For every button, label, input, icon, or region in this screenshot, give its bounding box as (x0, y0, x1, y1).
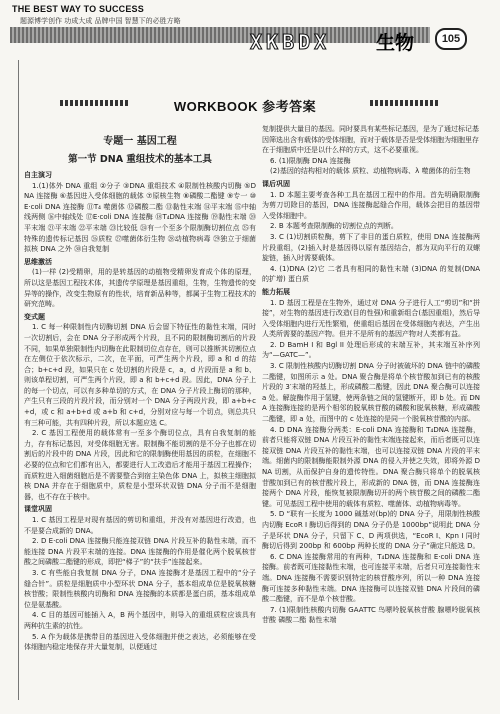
answer-paragraph: 3. C 限制性核酸内切酶切割 DNA 分子时被破坏的 DNA 链中的磷酸二酯键，如图所示 a 处。DNA 聚合酶是将单个核苷酸加到已有的核酸片段的 3′末端的羟基上，形成磷酸二酯键，因此 DNA 聚合酶可以连接 a 处。解旋酶作用于氢键，使两条链之间的氢键断开，即 b 处。而 DNA 连接酶连接的是两个相邻的脱氧核苷酸的磷酸和脱氧核糖，形成磷酸二酯键，即 a 处，而图中的 c 处连接的是同一个脱氧核苷酸的内部。 (262, 362, 480, 424)
header-sub: 题源博学创作 功成大成 品牌中国 智慧下的必胜方略 (20, 17, 181, 25)
title-ornament-right (370, 100, 440, 106)
answer-paragraph: 3. C 有些能自我复制 DNA 分子，DNA 连接酶才是基因工程中的“分子缝合针”。质粒是细胞质中小型环状 DNA 分子，基本组成单位是脱氧核糖核苷酸；限制性核酸内切酶和 DNA 连接酶的本质都是蛋白质，基本组成单位是氨基酸。 (24, 568, 256, 609)
title-ornament-left (60, 100, 130, 106)
answer-paragraph: 2. C 基因工程使用的载体常有一至多个酶切位点，具有自我复制的能力，存有标记基因，对受体细胞无害。限制酶不能切割的是不分子也都在切割后的片段中的 DNA 片段，因此和它的限制酶使用基因的质粒，在细胞不必要的位点和它们都有出入，都要进行人工改造后才能用于基因工程操作；而质粒进入细菌细胞后是不需要整合到宿主染色体 DNA 上，拟核主细胞拟核 DNA 并存在于细胞质中，质粒是小型环状双链 DNA 分子而不是细胞器，也不存在于核中。 (24, 429, 256, 501)
workbook-title: WORKBOOK 参考答案 (173, 99, 317, 114)
answer-paragraph: 2. D E·coli DNA 连接酶只能连接双链 DNA 片段互补的黏性末端，而不能连接 DNA 片段平末端的连接。DNA 连接酶的作用是催化两个脱氧核苷酸之间磷酸二酯键的形成，即把“梯子”的“扶手”连接起来。 (24, 537, 256, 567)
answer-paragraph: 3. C (1)切割质粒酶，剪下了非目的蛋白质粒，使用 DNA 连接酶两片段重组，(2)插入时是基因得以原有基因结合，都为双向平行的双螺旋链，插入时需要载体。 (262, 232, 480, 263)
margin-line (18, 60, 19, 700)
section-heading: 变式题 (24, 312, 45, 321)
answer-paragraph: 7. (1)限制性核酸内切酶 GAATTC 鸟嘌呤脱氧核苷酸 腺嘌呤脱氧核苷酸 磷酸二酯 黏性末端 (262, 605, 480, 625)
section-heading: 自主演习 (24, 171, 52, 179)
header-slogan: THE BEST WAY TO SUCCESS (12, 4, 144, 14)
answer-paragraph: 6. C DNA 连接酶常用的有两种，T₄DNA 连接酶和 E·coli DNA 连接酶。前者既可连接黏性末端，也可连接平末端，后者只可连接黏性末端。DNA 连接酶不需要识别特定的核苷酸序列，所以一种 DNA 连接酶可连接多种黏性末端。DNA 连接酶可以连接双链 DNA 片段间的磷酸二酯键，而不是单个核苷酸。 (262, 552, 480, 604)
section-heading: 课堂巩固 (24, 505, 52, 514)
header-subject: 生物 (376, 32, 415, 54)
section-heading: 思维激活 (24, 257, 52, 266)
answer-paragraph: (1)一样 (2)受精卵，用的是转基因的动植物受精卵发育成个体的原理，所以这是基因工程技术体，其遗传学原理是基因重组，生物，生物遗传的变异等的操作，改变生物原有的性状，培育新品种等，都属于生物工程技术的研究范畴。 (24, 268, 256, 309)
answer-paragraph: 1.(1)体外 DNA 重组 ②分子 ③DNA 重组技术 ④限制性核酸内切酶 ⑤DNA 连接酶 ⑥基因进入受体细胞的载体 ⑦原核生物 ⑧磷酸二酯键 ⑨专一 ⑩E·coli DNA 连接酶 ⑪T₄ 噬菌体 ⑫磷酸二酯 ⑬黏性末端 ⑭平末端 ⑮中轴线两侧 ⑯中轴线处 ⑰E·coli DNA 连接酶 ⑱T₄DNA 连接酶 ⑲黏性末端 ⑳平末端 ㉑平末端 ㉒平末端 ㉓比较低 ㉔有一个至多个限制酶切割位点 ㉕有特殊的遗传标记基因 ㉖质粒 ㉗噬菌体衍生物 ㉘动植物病毒 ㉙独立于细菌拟核 DNA 之外 ㉚自我复制 (24, 181, 256, 254)
answer-paragraph: 4. (1)DNA (2)它 二者具有相同的黏性末端 (3)DNA 的复制(DNA 的扩增) 蛋白质 (262, 264, 480, 284)
page-number: 105 (435, 28, 467, 50)
section-title: 第一节 DNA 重组技术的基本工具 (68, 154, 212, 165)
answer-paragraph: 2. D BamH I 和 Bgl II 处理后形成的末端互补，其末端互补序列为“—GATC—”。 (262, 340, 480, 360)
section-heading: 能力拓展 (262, 287, 290, 296)
answer-paragraph: 6. (1)限制酶 DNA 连接酶 (270, 156, 351, 165)
chapter-title: 专题一 基因工程 (103, 136, 177, 147)
answer-paragraph: 4. C 目的基因可能插入 A，B 两个基因中，则导入的重组质粒应该具有两种抗生素的抗性。 (24, 611, 256, 630)
answer-paragraph: 4. D DNA 连接酶分两类：E·coli DNA 连接酶和 T₄DNA 连接酶，前者只能将双链 DNA 片段互补的黏性末端连接起来，而后者既可以连接双链 DNA 片段互补的黏性末端，也可以连接双链 DNA 片段的平末端。细菌内的限制酶能限制外源 DNA 的侵入并使之失效，即将外源 DNA 切割，从而保护自身的遗传特性。DNA 聚合酶只将单个的脱氧核苷酸加到已有的核苷酸片段上，形成新的 DNA 链，而 DNA 连接酶连接两个 DNA 片段，能恢复被限制酶切开的两个核苷酸之间的磷酸二酯键。可见基因工程中使用的载体有质粒、噬菌体、动植物病毒等。 (262, 425, 480, 508)
header-band (10, 27, 430, 43)
left-column (24, 124, 256, 653)
answer-paragraph: 2. B 本题考查限制酶的切割位点的判断。 (270, 222, 398, 231)
header-logo: XKBDX (250, 30, 331, 54)
answer-paragraph: 1. D 基因工程是在生物外，通过对 DNA 分子进行人工“剪切”和“拼接”，对生物的基因进行改造(目的性强)和重新组合(基因重组)，然后导入受体细胞内进行无性繁殖，使重组后基因在受体细胞内表达，产生出人类所需要的基因产物。但并不是所有的基因产物对人类都有益。 (262, 298, 480, 339)
answer-paragraph: 复制提供大量目的基因。同时要具有某些标记基因，是为了通过标记基因筛选出含有载体的受体细胞，而对于载体是否是受体细胞为细胞里存在于细胞质中还是以什么样的方式，这不必要重视。 (262, 125, 479, 155)
answer-paragraph: (2)基因的结构相对的载体 质粒、动植物病毒、λ 噬菌体的衍生物 (270, 167, 471, 176)
answer-paragraph: 1. D 本题主要考查各种工具在基因工程中的作用。首先明确限制酶为剪刀切除目的基因，DNA 连接酶起缝合作用，载体会把目的基因带入受体细胞中。 (262, 190, 480, 220)
section-heading: 课后巩固 (262, 179, 290, 188)
answer-paragraph: 1. C 每一种限制性内切酶切割 DNA 后会留下特征性的黏性末端，同时一次切割后，会在 DNA 分子形成两个片段，且不同的限制酶切割后的片段不同，如果单独限制性内切酶在此限制切位点存在，则可以推断其切割位点在左侧位于依次标示，二次，在平面，可严生两个片段，即 a 和 d 的结合；b+c+d 段，如果只在 c 处切割的片段是 c，a，d 片段而是 a 和 b、则该单程切割，可严生两个片段，即 a 和 b+c+d 段。因此，DNA 分子上的每一个切点，可以有多种单切的方式，在 DNA 分子片段上酶切的那种，产生只有三段的片段片段，而分别对一个 DNA 分子两段片段，即 a+b+c+d，或 c 和 a+b+d 或 a+b 和 c+d，分别对应与每一个切点，则总共只有三种可能，共有四种片段，所以本题应选 C。 (24, 323, 256, 427)
answer-paragraph: 1. C 基因工程是对现有基因的剪切和重组，并没有对基因进行改造，也不是要合成新的 DNA。 (24, 516, 256, 535)
answer-paragraph: 5. D “联有一长度为 1000 碱基对(bp)的 DNA 分子，用限制性核酸内切酶 EcoR I 酶切后得到的 DNA 分子仍是 1000bp”说明此 DNA 分子是环状 DNA 分子，只留下 C、D 两项供选，“EcoR I、Kpn I 同时酶切后得到 200bp 和 600bp 两种长度的 DNA 分子”确定只能选 D。 (262, 510, 480, 551)
answer-paragraph: 5. A 作为载体是携带目的基因进入受体细胞并使之表达，必须能够在受体细胞内稳定地保存并大量复制，以便通过 (24, 632, 256, 652)
right-column (262, 124, 480, 626)
